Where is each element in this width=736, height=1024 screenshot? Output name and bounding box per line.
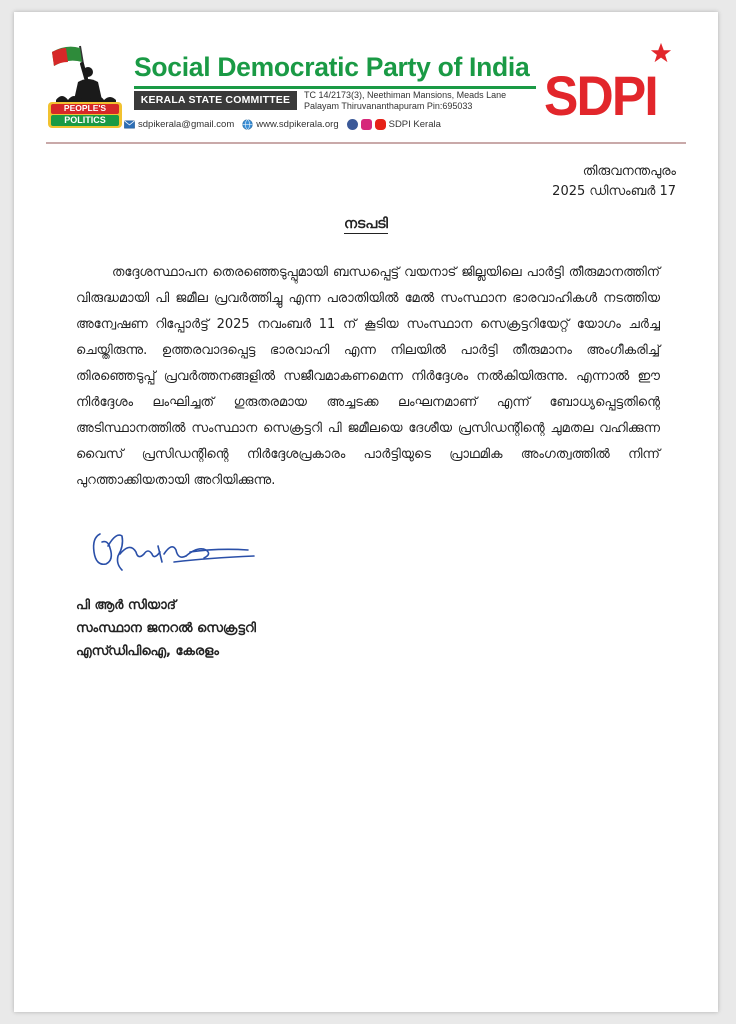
website-link[interactable]: www.sdpikerala.org bbox=[256, 118, 339, 130]
logo-text-politics: POLITICS bbox=[64, 115, 106, 125]
envelope-icon bbox=[124, 120, 135, 129]
party-name: Social Democratic Party of India bbox=[134, 52, 530, 82]
globe-icon bbox=[242, 119, 253, 130]
committee-name: KERALA STATE COMMITTEE bbox=[134, 91, 297, 110]
peoples-politics-logo bbox=[42, 38, 126, 130]
signatory-title: സംസ്ഥാന ജനറൽ സെക്രട്ടറി bbox=[76, 621, 256, 636]
header-green-rule bbox=[134, 86, 536, 89]
letter-subject bbox=[14, 216, 718, 232]
address bbox=[304, 90, 506, 112]
social-handle: SDPI Kerala bbox=[388, 118, 441, 130]
header-divider bbox=[46, 142, 686, 144]
letter-date: 2025 ഡിസംബർ 17 bbox=[552, 184, 676, 199]
signature bbox=[78, 512, 258, 586]
signatory-name: പി ആർ സിയാദ് bbox=[76, 598, 176, 613]
letter-body: തദ്ദേശസ്ഥാപന തെരഞ്ഞെടുപ്പുമായി ബന്ധപ്പെട്ട് വയനാട് ജില്ലയിലെ പാർട്ടി തീരുമാനത്തിന് വിരുദ്ധമായി പി ജമീല പ്രവർത്തിച്ചു എന്ന പരാതിയിൽ മേൽ സംസ്ഥാന ഭാരവാഹികൾ നടത്തിയ അന്വേഷണ റിപ്പോർട്ട് 2025 നവംബർ 11 ന് കൂടിയ സംസ്ഥാന സെക്രട്ടറിയേറ്റ് യോഗം ചർച്ച ചെയ്തിരുന്നു. ഉത്തരവാദപ്പെട്ട ഭാരവാഹി എന്ന നിലയിൽ പാർട്ടി തീരുമാനം അംഗീകരിച്ച് തിരഞ്ഞെടുപ്പ് പ്രവർത്തനങ്ങളിൽ സജീവമാകണമെന്ന നിർദ്ദേശം നൽകിയിരുന്നു. എന്നാൽ ഈ നിർദ്ദേശം ലംഘിച്ചത് ഗുരുതരമായ അച്ചടക്ക ലംഘനമാണ് എന്ന് ബോധ്യപ്പെട്ടതിന്റെ അടിസ്ഥാനത്തിൽ സംസ്ഥാന സെക്രട്ടറി പി ജമീലയെ ദേശീയ പ്രസിഡന്റിന്റെ ചുമതല വഹിക്കുന്ന വൈസ് പ്രസിഡന്റിന്റെ നിർദ്ദേശപ്രകാരം പാർട്ടിയുടെ പ്രാഥമിക അംഗത്വത്തിൽ നിന്ന് പുറത്താക്കിയതായി അറിയിക്കുന്നു. bbox=[76, 265, 660, 488]
email-link[interactable]: sdpikerala@gmail.com bbox=[138, 118, 235, 130]
letter-page bbox=[14, 12, 718, 1012]
sdpi-logo-text: SDPI bbox=[544, 64, 657, 127]
letter-subject-text: നടപടി bbox=[344, 216, 388, 232]
signatory-block bbox=[76, 594, 256, 663]
address-line-2: Palayam Thiruvananthapuram Pin:695033 bbox=[304, 101, 473, 111]
contact-row bbox=[124, 117, 441, 131]
youtube-icon[interactable] bbox=[375, 119, 386, 130]
sdpi-logo bbox=[544, 42, 674, 132]
signatory-org: എസ്ഡിപിഐ, കേരളം bbox=[76, 644, 219, 659]
instagram-icon[interactable] bbox=[361, 119, 372, 130]
letter-place: തിരുവനന്തപുരം bbox=[582, 164, 676, 179]
logo-text-peoples: PEOPLE'S bbox=[63, 103, 107, 113]
facebook-icon[interactable] bbox=[347, 119, 358, 130]
star-icon bbox=[650, 42, 672, 64]
address-line-1: TC 14/2173(3), Neethiman Mansions, Meads Lane bbox=[304, 90, 507, 100]
